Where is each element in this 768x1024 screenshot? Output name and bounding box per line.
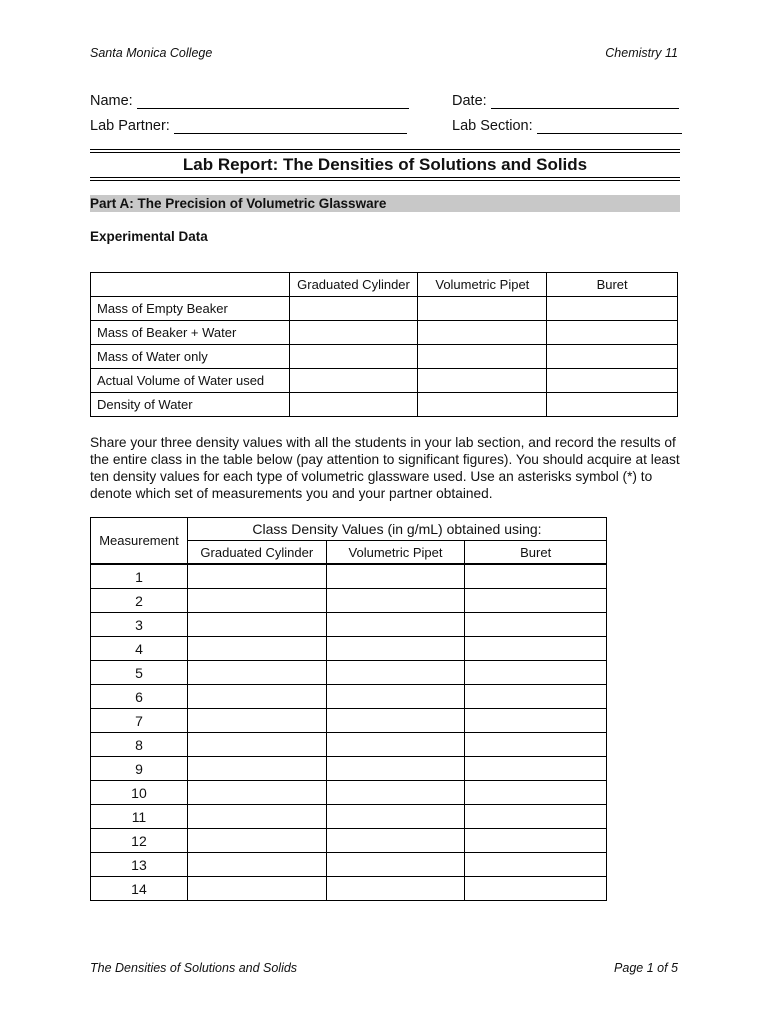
column-header: Buret: [547, 273, 678, 297]
data-cell[interactable]: [326, 661, 465, 685]
table-row: [91, 733, 607, 757]
measurement-number: 5: [91, 661, 188, 685]
row-label: Density of Water: [91, 393, 290, 417]
page-title: Lab Report: The Densities of Solutions and Solids: [182, 155, 588, 174]
data-cell[interactable]: [187, 661, 326, 685]
table-row: [91, 829, 607, 853]
measurement-number: 7: [91, 709, 188, 733]
name-field: [90, 92, 409, 109]
data-cell[interactable]: [465, 853, 607, 877]
data-cell[interactable]: [187, 589, 326, 613]
data-cell[interactable]: [326, 781, 465, 805]
data-cell[interactable]: [187, 805, 326, 829]
data-cell[interactable]: [326, 877, 465, 901]
corner-cell: [91, 273, 290, 297]
instructions-paragraph: Share your three density values with all the students in your lab section, and record the results of the entire class in the table below (pay attention to significant figures). You should acquire at least ten density values for each type of volumetric glassware used. Use an asterisks symbol (*) to denote which set of measurements you and your partner obtained.: [90, 435, 680, 501]
data-cell[interactable]: [187, 637, 326, 661]
data-cell[interactable]: [326, 613, 465, 637]
data-cell[interactable]: [547, 321, 678, 345]
class-density-table: [90, 517, 607, 901]
data-cell[interactable]: [289, 369, 418, 393]
measurement-number: 11: [91, 805, 188, 829]
partner-input-line[interactable]: [174, 117, 407, 134]
name-label: Name:: [90, 93, 133, 109]
date-input-line[interactable]: [491, 92, 679, 109]
data-cell[interactable]: [465, 661, 607, 685]
part-a-heading: Part A: The Precision of Volumetric Glassware: [90, 195, 680, 212]
column-header: Volumetric Pipet: [326, 541, 465, 565]
data-cell[interactable]: [326, 805, 465, 829]
table-row: [91, 877, 607, 901]
table-row: [91, 685, 607, 709]
data-cell[interactable]: [418, 393, 547, 417]
date-field: [452, 92, 679, 109]
measurement-number: 13: [91, 853, 188, 877]
data-cell[interactable]: [465, 829, 607, 853]
data-cell[interactable]: [465, 877, 607, 901]
data-cell[interactable]: [465, 733, 607, 757]
experimental-data-heading: Experimental Data: [90, 229, 208, 244]
table-row: [91, 709, 607, 733]
data-cell[interactable]: [187, 829, 326, 853]
table-row: [91, 321, 678, 345]
data-cell[interactable]: [547, 369, 678, 393]
data-cell[interactable]: [326, 829, 465, 853]
data-cell[interactable]: [418, 369, 547, 393]
data-cell[interactable]: [465, 564, 607, 589]
footer-page-number: Page 1 of 5: [614, 961, 678, 975]
data-cell[interactable]: [465, 805, 607, 829]
table-row: [91, 589, 607, 613]
date-label: Date:: [452, 93, 487, 109]
section-label: Lab Section:: [452, 118, 533, 134]
measurement-header: Measurement: [91, 518, 188, 565]
measurement-number: 8: [91, 733, 188, 757]
measurement-number: 1: [91, 564, 188, 589]
data-cell[interactable]: [187, 685, 326, 709]
table-row: [91, 345, 678, 369]
data-cell[interactable]: [326, 733, 465, 757]
class-density-span-header: Class Density Values (in g/mL) obtained using:: [187, 518, 606, 541]
row-label: Mass of Beaker + Water: [91, 321, 290, 345]
data-cell[interactable]: [418, 297, 547, 321]
data-cell[interactable]: [289, 345, 418, 369]
partner-field: [90, 117, 407, 134]
data-cell[interactable]: [187, 757, 326, 781]
data-cell[interactable]: [187, 853, 326, 877]
data-cell[interactable]: [418, 345, 547, 369]
measurement-number: 4: [91, 637, 188, 661]
data-cell[interactable]: [289, 393, 418, 417]
column-header: Volumetric Pipet: [418, 273, 547, 297]
table-row: [91, 805, 607, 829]
data-cell[interactable]: [326, 637, 465, 661]
header-course: Chemistry 11: [605, 46, 678, 60]
measurement-number: 12: [91, 829, 188, 853]
data-cell[interactable]: [547, 297, 678, 321]
column-header: Graduated Cylinder: [187, 541, 326, 565]
table-row: [91, 661, 607, 685]
data-cell[interactable]: [289, 321, 418, 345]
data-cell[interactable]: [326, 853, 465, 877]
data-cell[interactable]: [187, 709, 326, 733]
partner-label: Lab Partner:: [90, 118, 170, 134]
measurement-number: 6: [91, 685, 188, 709]
data-cell[interactable]: [326, 564, 465, 589]
column-header: Graduated Cylinder: [289, 273, 418, 297]
section-input-line[interactable]: [537, 117, 682, 134]
data-cell[interactable]: [547, 393, 678, 417]
data-cell[interactable]: [465, 685, 607, 709]
measurement-number: 3: [91, 613, 188, 637]
measurement-number: 2: [91, 589, 188, 613]
measurement-number: 10: [91, 781, 188, 805]
data-cell[interactable]: [326, 757, 465, 781]
table-header-row: [91, 518, 607, 541]
row-label: Mass of Empty Beaker: [91, 297, 290, 321]
data-cell[interactable]: [187, 733, 326, 757]
table-row: [91, 853, 607, 877]
data-cell[interactable]: [289, 297, 418, 321]
experimental-data-table: [90, 272, 678, 417]
measurement-number: 9: [91, 757, 188, 781]
data-cell[interactable]: [465, 637, 607, 661]
data-cell[interactable]: [326, 709, 465, 733]
footer-title: The Densities of Solutions and Solids: [90, 961, 298, 975]
data-cell[interactable]: [418, 321, 547, 345]
column-header: Buret: [465, 541, 607, 565]
data-cell[interactable]: [187, 564, 326, 589]
data-cell[interactable]: [465, 709, 607, 733]
data-cell[interactable]: [187, 613, 326, 637]
table-row: [91, 393, 678, 417]
table-header-row: [91, 273, 678, 297]
data-cell[interactable]: [465, 589, 607, 613]
table-row: [91, 637, 607, 661]
title-rule-top: [90, 149, 680, 153]
row-label: Mass of Water only: [91, 345, 290, 369]
table-row: [91, 564, 607, 589]
header-institution: Santa Monica College: [90, 46, 213, 60]
table-row: [91, 297, 678, 321]
data-cell[interactable]: [187, 877, 326, 901]
data-cell[interactable]: [465, 757, 607, 781]
table-row: [91, 757, 607, 781]
name-input-line[interactable]: [137, 92, 409, 109]
data-cell[interactable]: [465, 613, 607, 637]
data-cell[interactable]: [465, 781, 607, 805]
table-row: [91, 781, 607, 805]
data-cell[interactable]: [547, 345, 678, 369]
data-cell[interactable]: [326, 589, 465, 613]
title-rule-bottom: [90, 177, 680, 181]
data-cell[interactable]: [187, 781, 326, 805]
table-row: [91, 613, 607, 637]
measurement-number: 14: [91, 877, 188, 901]
row-label: Actual Volume of Water used: [91, 369, 290, 393]
section-field: [452, 117, 682, 134]
table-row: [91, 369, 678, 393]
data-cell[interactable]: [326, 685, 465, 709]
